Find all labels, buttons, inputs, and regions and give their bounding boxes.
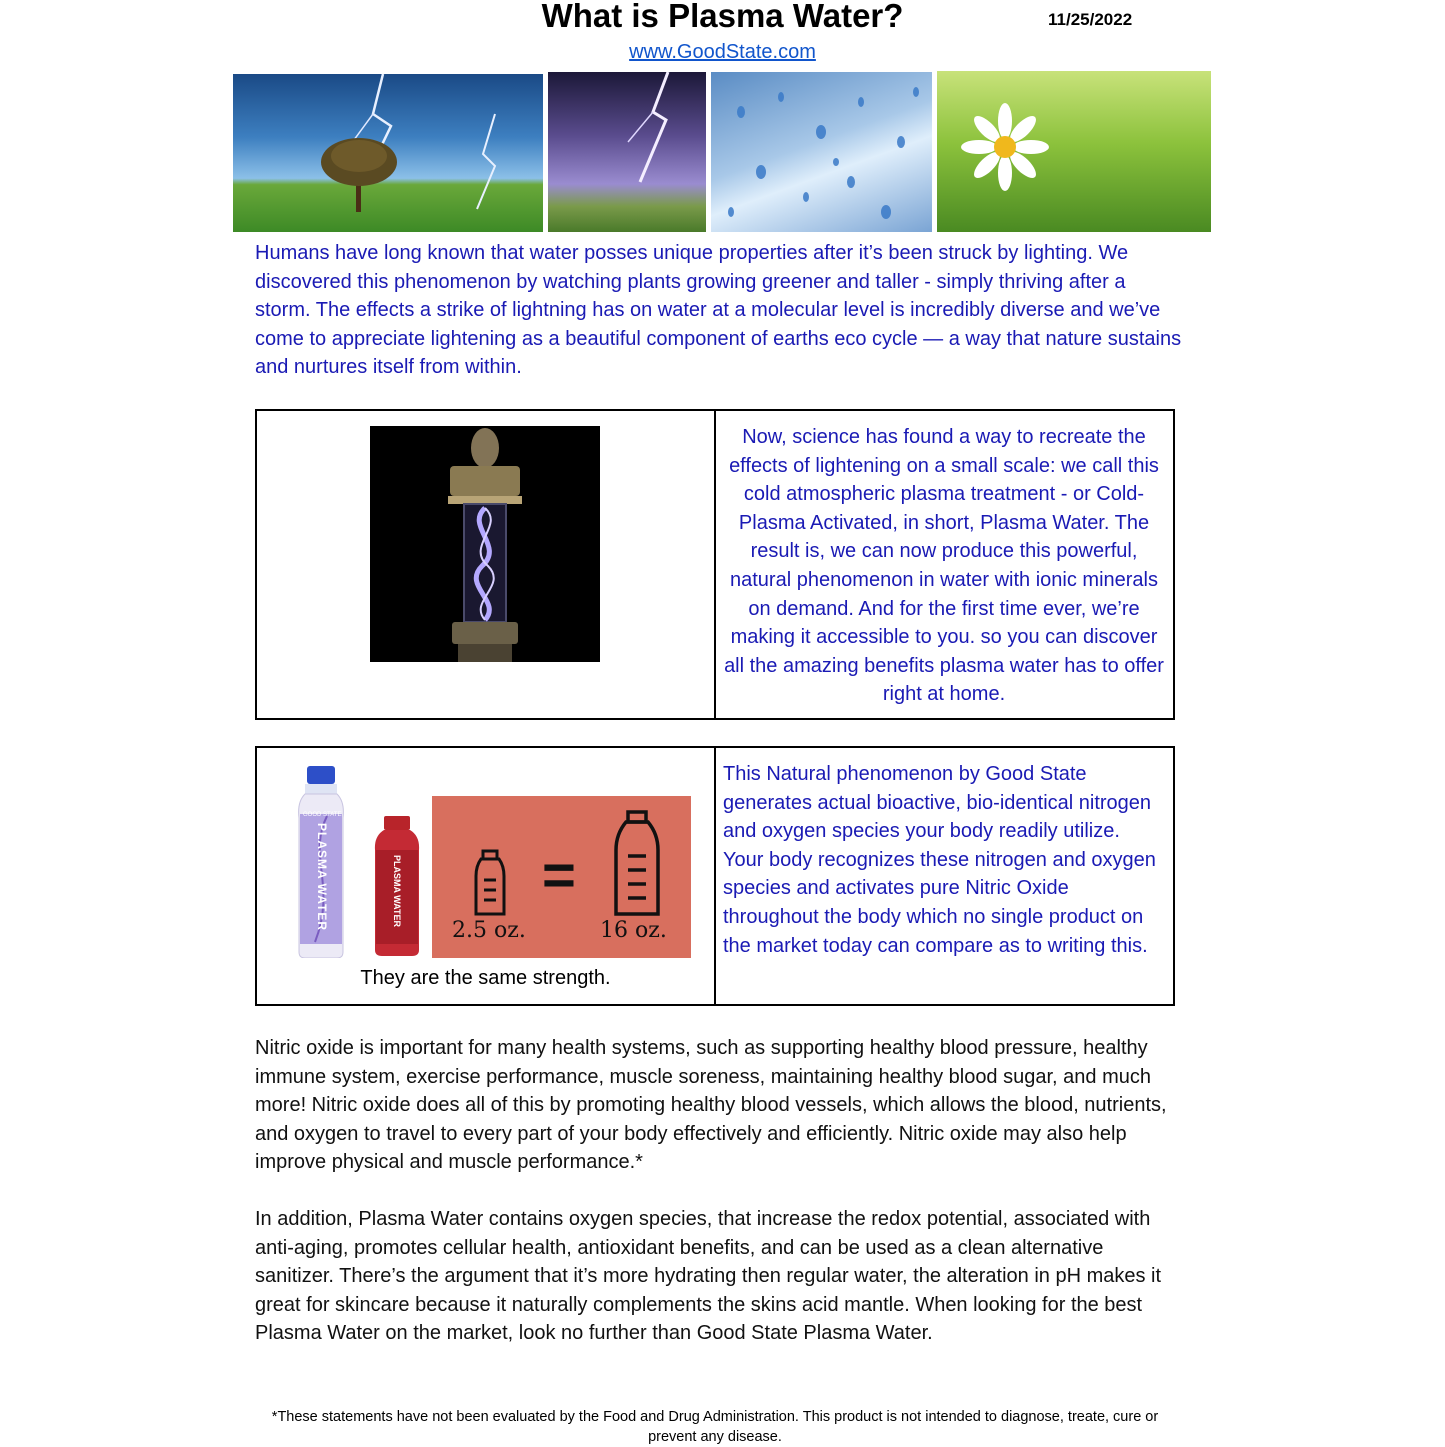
oxygen-species-paragraph: In addition, Plasma Water contains oxygen species, that increase the redox potential, associated with anti-aging, promotes cellular health, antioxidant benefits, and can be used as a clean alternative sanitizer. There’s the argument that it’s more hydrating then regular water, the alteration in pH makes it great for skincare because it naturally complements the skins acid mantle. When looking for the best Plasma Water on the market, look no further than Good State Plasma Water. — [255, 1208, 1162, 1345]
daisy-grass-image — [937, 71, 1211, 232]
size-large-label: 16 oz. — [600, 918, 667, 943]
fda-disclaimer: *These statements have not been evaluated by the Food and Drug Administration. This product is not intended to diagnose, treate, cure or prevent any disease. — [271, 1409, 1159, 1445]
small-bottle-image — [372, 816, 422, 956]
small-bottle-label: PLASMA WATER — [392, 855, 402, 927]
document-date: 11/25/2022 — [1048, 10, 1133, 29]
lightning-field-image — [548, 72, 706, 232]
large-bottle-image — [297, 766, 345, 958]
website-link[interactable]: www.GoodState.com — [629, 41, 816, 63]
large-bottle-icon — [616, 812, 658, 914]
same-strength-caption: They are the same strength. — [360, 967, 611, 989]
equal-strength-panel — [432, 796, 691, 958]
plasma-treatment-box — [255, 409, 1175, 720]
intro-paragraph: Humans have long known that water posses unique properties after it’s been struck by lighting. We discovered this phenomenon by watching plants growing greener and taller - simply thriving after a storm. The effects a strike of lightning has on water at a molecular level is incredibly diverse and we’ve come to appreciate lightening as a beautiful component of earths eco cycle — a way that nature sustains and nurtures itself from within. — [255, 242, 1182, 379]
small-bottle-icon — [476, 851, 504, 914]
plasma-tube-image — [370, 426, 600, 662]
plasma-treatment-text: Now, science has found a way to recreate the effects of lightening on a small scale: we call this cold atmospheric plasma treatment - or Cold-Plasma Activated, in short, Plasma Water. The result is, we can now produce this powerful, natural phenomenon in water with ionic minerals on demand. And for the first time ever, we’re making it accessible to you. so you can discover all the amazing benefits plasma water has to offer right at home. — [724, 426, 1164, 706]
large-bottle-label: PLASMA WATER — [315, 823, 329, 931]
raindrops-sky-image — [711, 72, 932, 232]
equals-sign: = — [542, 843, 576, 908]
product-comparison-box — [255, 746, 1175, 1006]
page-title: What is Plasma Water? — [541, 0, 904, 34]
box2-divider — [714, 748, 716, 1004]
lightning-tree-image — [233, 74, 543, 232]
bioactive-species-text: This Natural phenomenon by Good State generates actual bioactive, bio-identical nitrogen and oxygen species your body readily utilize. Your body recognizes these nitrogen and oxygen species and activates pure Nitric Oxide throughout the body which no single product on the market today can compare as to writing this. — [723, 763, 1156, 957]
large-bottle-brand: GOOD STATE — [303, 812, 342, 818]
box1-divider — [714, 411, 716, 718]
size-small-label: 2.5 oz. — [452, 918, 526, 943]
nitric-oxide-paragraph: Nitric oxide is important for many health systems, such as supporting healthy blood pressure, healthy immune system, exercise performance, muscle soreness, maintaining healthy blood sugar, and much more! Nitric oxide does all of this by promoting healthy blood vessels, which allows the blood, nutrients, and oxygen to travel to every part of your body effectively and efficiently. Nitric oxide may also help improve physical and muscle performance.* — [255, 1037, 1167, 1174]
